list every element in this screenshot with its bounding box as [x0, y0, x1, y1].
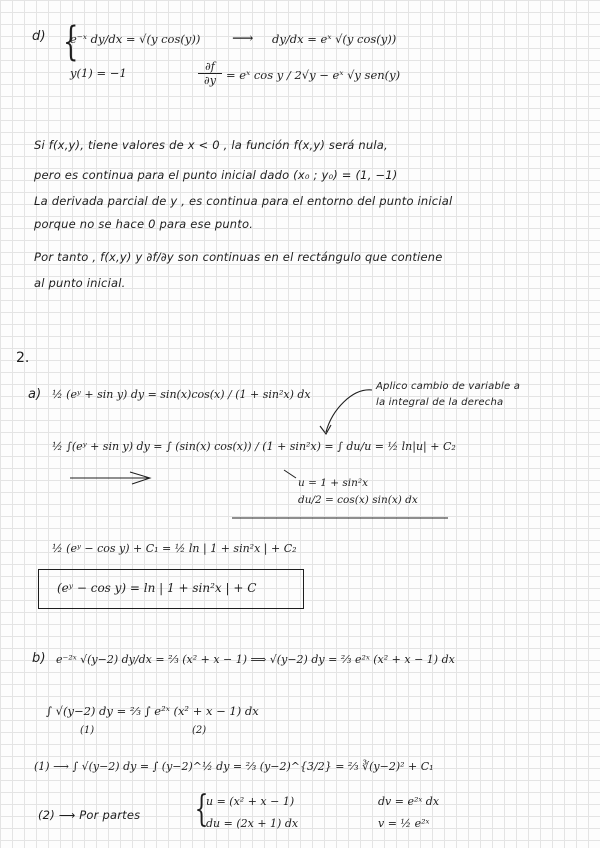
part-b-label: b) [32, 651, 46, 666]
note-arrowhead [320, 425, 331, 434]
paragraph-2-line-1: Por tanto , f(x,y) y ∂f/∂y son continuas en el rectángulo que contiene [34, 250, 443, 264]
paragraph-1-line-3: La derivada parcial de y , es continua para el entorno del punto inicial [34, 194, 453, 208]
integral-a: ½ ∫(eʸ + sin y) dy = ∫ (sin(x) cos(x)) / (1 + sin²x) = ∫ du/u = ½ ln|u| + C₂ [52, 440, 456, 453]
part-a-label: a) [28, 387, 42, 402]
system-brace: { [63, 19, 79, 65]
parts-brace: { [194, 789, 209, 830]
equation-b: e⁻²ˣ √(y−2) dy/dx = ⅔ (x² + x − 1) ⟹ √(y−2) dy = ⅔ e²ˣ (x² + x − 1) dx [56, 653, 455, 666]
integral-underline [70, 472, 150, 484]
arrow-icon: ⟶ [232, 29, 254, 47]
paragraph-1-line-2: pero es continua para el punto inicial dado (x₀ ; y₀) = (1, −1) [34, 168, 398, 182]
step-1: (1) ⟶ ∫ √(y−2) dy = ∫ (y−2)^½ dy = ⅔ (y−2)^{3/2} = ⅔ ∛(y−2)² + C₁ [34, 760, 434, 773]
integral-mark-1: (1) [80, 725, 95, 736]
substitution-pointer [284, 470, 296, 478]
part-d-label: d) [32, 29, 46, 44]
substitution-du: du/2 = cos(x) sin(x) dx [298, 494, 418, 506]
parts-u: u = (x² + x − 1) [206, 795, 295, 808]
note-line-2: la integral de la derecha [376, 397, 504, 408]
result-a: ½ (eʸ − cos y) + C₁ = ½ ln | 1 + sin²x | + C₂ [52, 542, 297, 555]
substitution-u: u = 1 + sin²x [298, 477, 369, 489]
parts-v: v = ½ e²ˣ [378, 817, 430, 830]
integral-mark-2: (2) [192, 725, 207, 736]
partial-derivative-expression: = eˣ cos y / 2√y − eˣ √y sen(y) [226, 68, 401, 82]
paragraph-1-line-4: porque no se hace 0 para ese punto. [34, 217, 254, 231]
partial-numerator: ∂f [198, 60, 222, 74]
parts-dv: dv = e²ˣ dx [378, 795, 440, 808]
integral-b: ∫ √(y−2) dy = ⅔ ∫ e²ˣ (x² + x − 1) dx [46, 704, 259, 718]
note-arrow [326, 390, 372, 432]
boxed-result-text: (eʸ − cos y) = ln | 1 + sin²x | + C [57, 581, 257, 595]
note-line-1: Aplico cambio de variable a [376, 381, 521, 392]
paragraph-1-line-1: Si f(x,y), tiene valores de x < 0 , la función f(x,y) será nula, [34, 138, 388, 152]
partial-denominator: ∂y [204, 74, 216, 87]
equation-a: ½ (eʸ + sin y) dy = sin(x)cos(x) / (1 + sin²x) dx [52, 388, 311, 401]
equation-d-lhs: e⁻ˣ dy/dx = √(y cos(y)) [70, 32, 201, 46]
parts-du: du = (2x + 1) dx [206, 817, 299, 830]
equation-d-rhs: dy/dx = eˣ √(y cos(y)) [272, 32, 397, 46]
initial-condition: y(1) = −1 [70, 66, 127, 80]
paragraph-2-line-2: al punto inicial. [34, 276, 126, 290]
step-2-lead: (2) ⟶ Por partes [38, 808, 141, 822]
section-number: 2. [16, 350, 30, 366]
